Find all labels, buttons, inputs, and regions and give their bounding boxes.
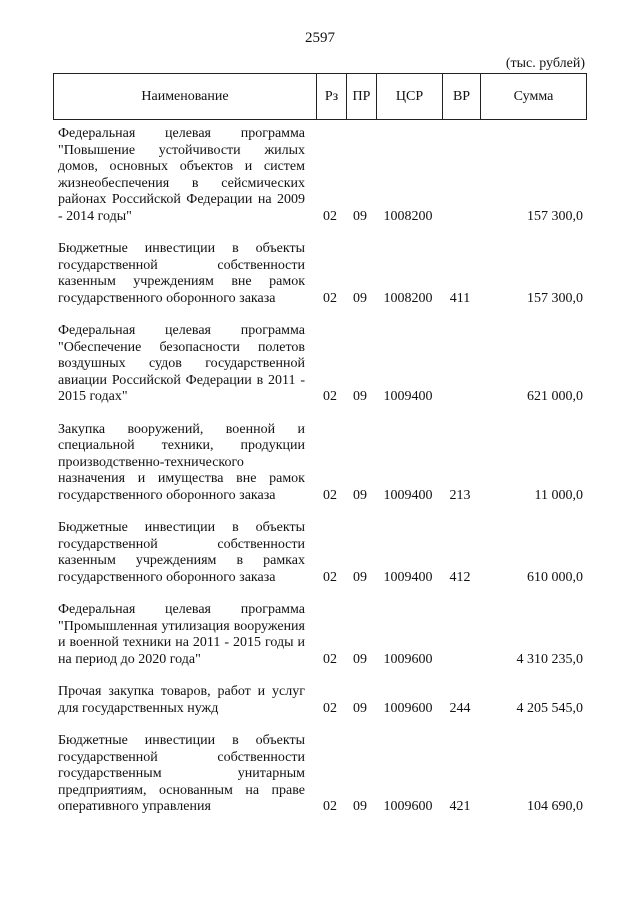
table-row <box>53 602 587 668</box>
row-sum: 104 690,0 <box>527 799 583 814</box>
row-csr: 1009600 <box>383 651 433 667</box>
row-csr: 1009600 <box>383 700 433 716</box>
row-rz: 02 <box>323 487 337 503</box>
header-vr: ВР <box>442 74 480 119</box>
row-sum: 621 000,0 <box>527 389 583 404</box>
units-label: (тыс. рублей) <box>505 56 585 71</box>
table-header <box>53 73 587 120</box>
row-sum: 157 300,0 <box>527 208 583 224</box>
row-vr: 421 <box>449 799 471 814</box>
row-pr: 09 <box>353 487 367 503</box>
row-rz: 02 <box>323 799 337 814</box>
row-sum: 610 000,0 <box>527 569 583 585</box>
header-name: Наименование <box>141 88 229 104</box>
row-pr: 09 <box>353 389 367 404</box>
row-pr: 09 <box>353 700 367 716</box>
row-pr: 09 <box>353 208 367 224</box>
row-pr: 09 <box>353 651 367 667</box>
row-csr: 1009600 <box>383 799 433 814</box>
row-rz: 02 <box>323 290 337 306</box>
row-pr: 09 <box>353 290 367 306</box>
page-number: 2597 <box>305 30 335 46</box>
row-vr: 411 <box>449 290 471 306</box>
header-sum: Сумма <box>480 74 586 119</box>
row-pr: 09 <box>353 799 367 814</box>
row-vr: 244 <box>449 700 471 716</box>
row-pr: 09 <box>353 569 367 585</box>
header-pr: ПР <box>346 74 376 119</box>
table-row <box>53 241 587 307</box>
table-row <box>53 323 587 406</box>
row-sum: 4 205 545,0 <box>516 700 583 716</box>
row-vr: 213 <box>449 487 471 503</box>
row-name: Бюджетные инвестиции в объекты государственной собственности казенным учреждениям в рамках государственного оборонного заказа <box>58 520 305 585</box>
table-row <box>53 422 587 505</box>
row-csr: 1009400 <box>383 569 433 585</box>
header-csr: ЦСР <box>376 74 442 119</box>
row-name: Бюджетные инвестиции в объекты государственной собственности казенным учреждениям вне рамок государственного оборонного заказа <box>58 241 305 306</box>
row-rz: 02 <box>323 569 337 585</box>
row-name: Бюджетные инвестиции в объекты государственной собственности государственным унитарным предприятиям, основанным на праве оперативного управления <box>58 733 305 814</box>
row-csr: 1008200 <box>383 208 433 224</box>
row-rz: 02 <box>323 208 337 224</box>
row-rz: 02 <box>323 700 337 716</box>
row-name: Прочая закупка товаров, работ и услуг для государственных нужд <box>58 684 305 716</box>
row-vr: 412 <box>449 569 471 585</box>
row-sum: 11 000,0 <box>534 487 583 503</box>
row-sum: 157 300,0 <box>527 290 583 306</box>
row-csr: 1008200 <box>383 290 433 306</box>
row-csr: 1009400 <box>383 487 433 503</box>
table-body <box>53 126 587 832</box>
row-name: Федеральная целевая программа "Промышленная утилизация вооружения и военной техники на 2011 - 2015 годы и на период до 2020 года" <box>58 602 305 667</box>
row-name: Федеральная целевая программа "Обеспечение безопасности полетов воздушных судов государственной авиации Российской Федерации в 2011 - 2015 годах" <box>58 323 305 404</box>
row-rz: 02 <box>323 651 337 667</box>
table-row <box>53 684 587 717</box>
row-rz: 02 <box>323 389 337 404</box>
row-sum: 4 310 235,0 <box>516 651 583 667</box>
table-row <box>53 126 587 225</box>
row-name: Закупка вооружений, военной и специальной техники, продукции производственно-технического назначения и имущества вне рамок государственного оборонного заказа <box>58 421 305 503</box>
row-csr: 1009400 <box>383 389 433 404</box>
header-rz: Рз <box>316 74 346 119</box>
table-row <box>53 520 587 586</box>
row-name: Федеральная целевая программа "Повышение устойчивости жилых домов, основных объектов и систем жизнеобеспечения в сейсмических районах Российской Федерации на 2009 - 2014 годы" <box>58 126 305 224</box>
table-row <box>53 733 587 816</box>
